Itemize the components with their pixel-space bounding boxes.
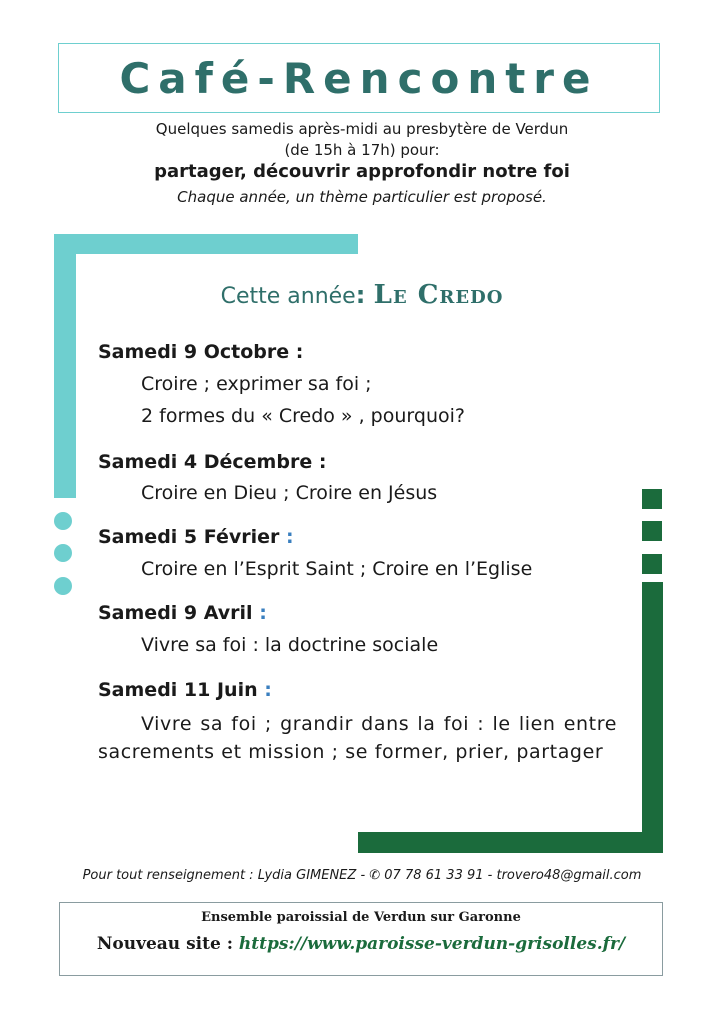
frame-right-bar bbox=[642, 582, 663, 853]
theme-heading bbox=[0, 280, 724, 310]
intro-line-hours: (de 15h à 17h) pour: bbox=[284, 141, 440, 159]
frame-left-bar bbox=[54, 234, 76, 498]
session-date-text: Samedi 9 Octobre bbox=[98, 341, 296, 363]
title-box bbox=[58, 43, 660, 113]
website-link[interactable]: https://www.paroisse-verdun-grisolles.fr/ bbox=[238, 934, 626, 954]
theme-value: Le Credo bbox=[373, 280, 504, 310]
footer-box bbox=[59, 902, 663, 976]
intro-line-purpose: partager, découvrir approfondir notre foi bbox=[154, 161, 570, 182]
session-date bbox=[98, 602, 267, 624]
decor-square bbox=[642, 521, 662, 541]
session-topic: Vivre sa foi : la doctrine sociale bbox=[141, 634, 439, 656]
footer-parish-name: Ensemble paroissial de Verdun sur Garonne bbox=[201, 910, 521, 925]
session-topic: Croire en l’Esprit Saint ; Croire en l’Eglise bbox=[141, 558, 533, 580]
theme-colon: : bbox=[355, 281, 374, 309]
contact-line: Pour tout renseignement : Lydia GIMENEZ - ✆ 07 78 61 33 91 - trovero48@gmail.com bbox=[82, 868, 642, 883]
session-colon: : bbox=[286, 526, 294, 548]
session-colon: : bbox=[264, 679, 272, 701]
session-date bbox=[98, 451, 326, 473]
session-date-text: Samedi 9 Avril bbox=[98, 602, 260, 624]
footer-site-line bbox=[60, 934, 662, 954]
session-colon: : bbox=[318, 451, 327, 473]
intro-line-theme-note: Chaque année, un thème particulier est proposé. bbox=[177, 188, 547, 206]
session-colon: : bbox=[259, 602, 267, 624]
session-date-text: Samedi 5 Février bbox=[98, 526, 286, 548]
session-topic: Vivre sa foi ; grandir dans la foi : le lien entre sacrements et mission ; se former, prier, partager bbox=[98, 713, 617, 763]
theme-label: Cette année bbox=[220, 284, 356, 309]
session-date bbox=[98, 679, 272, 701]
decor-square bbox=[642, 489, 662, 509]
frame-bottom-bar bbox=[358, 832, 663, 853]
frame-top-bar bbox=[54, 234, 358, 254]
session-topic: 2 formes du « Credo » , pourquoi? bbox=[141, 405, 465, 427]
session-date-text: Samedi 4 Décembre bbox=[98, 451, 319, 473]
decor-dot bbox=[54, 544, 72, 562]
session-topic: Croire ; exprimer sa foi ; bbox=[141, 373, 372, 395]
decor-dot bbox=[54, 512, 72, 530]
session-date bbox=[98, 341, 303, 363]
footer-site-label: Nouveau site : bbox=[96, 934, 239, 954]
decor-dot bbox=[54, 577, 72, 595]
session-colon: : bbox=[295, 341, 304, 363]
intro-line-location: Quelques samedis après-midi au presbytère de Verdun bbox=[155, 120, 569, 138]
session-topic: Croire en Dieu ; Croire en Jésus bbox=[141, 482, 438, 504]
decor-square bbox=[642, 554, 662, 574]
session-date-text: Samedi 11 Juin bbox=[98, 679, 265, 701]
page-title: Café-Rencontre bbox=[119, 53, 599, 103]
session-date bbox=[98, 526, 294, 548]
